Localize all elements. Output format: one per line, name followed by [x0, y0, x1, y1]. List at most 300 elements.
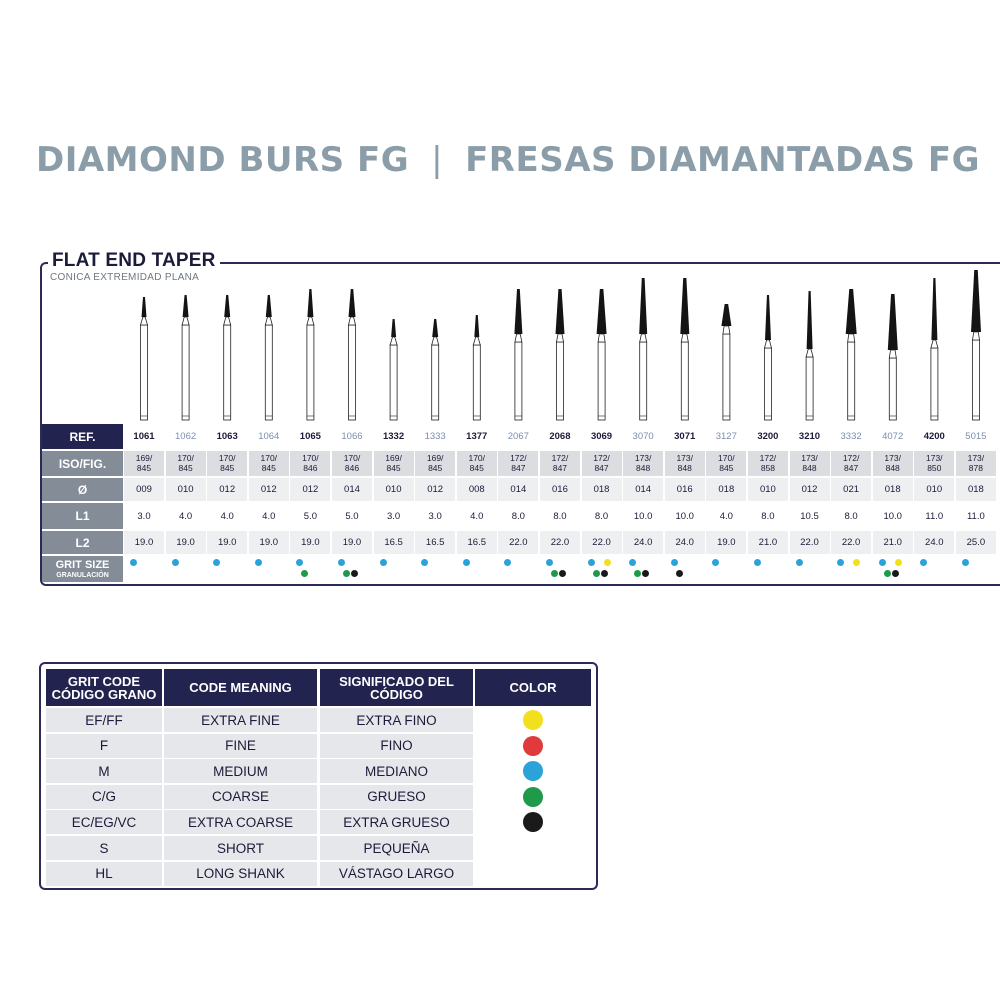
legend-code-cell: HL: [46, 862, 162, 886]
l2-row: [124, 531, 1000, 554]
iso-cell: [831, 451, 871, 476]
legend-header-significado: [320, 669, 473, 706]
l2-cell: 24.0: [914, 531, 954, 554]
bur-drawing: [721, 304, 731, 420]
grit-dot-m: [712, 559, 719, 566]
section-title: FLAT END TAPER: [48, 250, 220, 272]
l2-cell: 24.0: [665, 531, 705, 554]
bur-drawing: [514, 289, 522, 420]
bur-neck: [307, 317, 314, 325]
bur-diamond-head: [721, 304, 731, 326]
l2-cell: 22.0: [582, 531, 622, 554]
grit-cell: [706, 556, 746, 582]
iso-line-2: 848: [636, 463, 651, 473]
grit-dot-m: [213, 559, 220, 566]
page-title: [36, 140, 980, 182]
grit-dot-ec: [676, 570, 683, 577]
grit-dot-m: [421, 559, 428, 566]
iso-line-2: 848: [802, 463, 817, 473]
iso-line-2: 845: [220, 463, 235, 473]
bur-neck: [473, 337, 480, 345]
bur-drawing: [680, 278, 689, 420]
l2-cell: 24.0: [623, 531, 663, 554]
bur-shank: [806, 357, 813, 420]
bur-shank: [432, 345, 439, 420]
row-label-l2: L2: [42, 531, 123, 554]
row-label-ref: REF.: [42, 424, 123, 449]
diameter-cell: 016: [665, 478, 705, 501]
bur-shank: [973, 340, 980, 420]
bur-neck: [681, 334, 688, 342]
bur-neck: [390, 337, 397, 345]
l1-cell: 10.5: [800, 511, 819, 522]
bur-neck: [349, 317, 356, 325]
bur-diamond-head: [639, 278, 647, 334]
grit-cell: [831, 556, 871, 582]
grit-dot-m: [463, 559, 470, 566]
bur-drawing: [846, 289, 857, 420]
grit-dot-c: [343, 570, 350, 577]
bur-neck: [640, 334, 647, 342]
bur-diamond-head: [971, 270, 981, 332]
legend-meaning-cell: EXTRA COARSE: [164, 810, 317, 834]
ref-cell: 3071: [674, 431, 696, 442]
ref-cell: 3127: [715, 431, 737, 442]
l1-cell: 3.0: [428, 511, 442, 522]
l1-cell: 8.0: [553, 511, 567, 522]
iso-line-2: 848: [677, 463, 692, 473]
iso-line-1: 172/: [551, 453, 569, 463]
diameter-cell: 012: [790, 478, 830, 501]
iso-line-2: 846: [303, 463, 318, 473]
grit-cell: [332, 556, 372, 582]
grit-dot-m: [380, 559, 387, 566]
l1-cell: 3.0: [386, 511, 401, 522]
grit-cell: [415, 556, 455, 582]
bur-shank: [265, 325, 272, 420]
bur-diamond-head: [474, 315, 479, 337]
bur-neck: [141, 317, 148, 325]
grit-cell: [249, 556, 289, 582]
iso-line-1: 170/: [468, 453, 486, 463]
iso-cell: [498, 451, 538, 476]
legend-significado-cell: GRUESO: [320, 785, 473, 809]
grit-dot-m: [255, 559, 262, 566]
row-label-grit: [42, 556, 123, 582]
bur-shank: [848, 342, 855, 420]
l1-cell: 8.0: [761, 511, 775, 522]
ref-cell: 1065: [299, 431, 321, 442]
grit-dot-c: [301, 570, 308, 577]
iso-cell: [457, 451, 497, 476]
bur-shank: [349, 325, 356, 420]
iso-cell: [623, 451, 663, 476]
iso-line-1: 173/: [676, 453, 693, 463]
l2-cell: 22.0: [498, 531, 538, 554]
iso-line-2: 878: [968, 463, 983, 473]
grit-dot-m: [130, 559, 137, 566]
row-label-l1: L1: [42, 503, 123, 529]
legend-significado-cell: MEDIANO: [320, 759, 473, 783]
ref-cell: 1332: [382, 431, 405, 442]
grit-cell: [124, 556, 164, 582]
grit-cell: [290, 556, 330, 582]
bur-diamond-head: [224, 295, 230, 317]
diameter-cell: 014: [332, 478, 372, 501]
bur-neck: [598, 334, 605, 342]
grit-dot-c: [884, 570, 891, 577]
legend-meaning-cell: SHORT: [164, 836, 317, 860]
bur-drawing: [349, 289, 356, 420]
iso-cell: [290, 451, 330, 476]
ref-cell: 1063: [216, 431, 238, 442]
grit-dot-m: [754, 559, 761, 566]
ref-cell: 3069: [590, 431, 613, 442]
title-separator: |: [431, 140, 444, 180]
grit-dot-m: [879, 559, 886, 566]
bur-neck: [224, 317, 231, 325]
l2-cell: 19.0: [290, 531, 330, 554]
grit-dot-ef: [853, 559, 860, 566]
iso-cell: [873, 451, 913, 476]
bur-shank: [307, 325, 314, 420]
bur-drawing: [888, 294, 898, 420]
iso-line-1: 169/: [426, 453, 444, 463]
iso-line-2: 848: [885, 463, 900, 473]
iso-cell: [956, 451, 996, 476]
bur-shank: [473, 345, 480, 420]
l1-cell: 3.0: [137, 511, 151, 522]
grit-dot-m: [504, 559, 511, 566]
bur-drawing: [556, 289, 565, 420]
bur-shank: [182, 325, 189, 420]
iso-cell: [415, 451, 455, 476]
l2-cell: 16.5: [374, 531, 414, 554]
legend-header-meaning-text: CODE MEANING: [189, 680, 292, 695]
grit-dot-m: [546, 559, 553, 566]
l2-cell: 19.0: [249, 531, 289, 554]
bur-neck: [182, 317, 189, 325]
iso-line-1: 173/: [884, 453, 901, 463]
l1-cell: 10.0: [675, 511, 694, 522]
iso-cell: [332, 451, 372, 476]
diameter-cell: 008: [457, 478, 497, 501]
diameter-cell: 012: [249, 478, 289, 501]
legend-header-significado-text: SIGNIFICADO DEL CÓDIGO: [339, 673, 454, 702]
grit-cell: [207, 556, 247, 582]
grit-cell: [582, 556, 622, 582]
bur-drawing: [390, 319, 397, 420]
bur-neck: [889, 350, 896, 358]
grit-cell: [540, 556, 580, 582]
bur-diamond-head: [556, 289, 565, 334]
bur-drawing: [473, 315, 480, 420]
ref-cell: 3200: [757, 431, 779, 442]
iso-cell: [124, 451, 164, 476]
legend-header-color-text: COLOR: [509, 680, 557, 695]
bur-diamond-head: [765, 295, 771, 340]
iso-line-2: 847: [844, 463, 859, 473]
grit-dot-c: [551, 570, 558, 577]
bur-drawing: [806, 291, 813, 420]
bur-shank: [515, 342, 522, 420]
ref-cell: 1066: [341, 431, 363, 442]
legend-significado-cell: EXTRA FINO: [320, 708, 473, 732]
diameter-cell: 010: [748, 478, 788, 501]
bur-shank: [723, 334, 730, 420]
title-english: DIAMOND BURS FG: [36, 140, 410, 180]
legend-header-meaning: [164, 669, 317, 706]
l1-cell: 4.0: [719, 511, 733, 522]
legend-significado-cell: FINO: [320, 734, 473, 758]
iso-row: [124, 451, 1000, 476]
diameter-cell: 010: [166, 478, 206, 501]
grit-cell: [873, 556, 913, 582]
legend-significado-cell: EXTRA GRUESO: [320, 810, 473, 834]
bur-neck: [931, 340, 938, 348]
bur-drawing: [639, 278, 647, 420]
ref-cell: 3332: [840, 431, 862, 442]
bur-neck: [265, 317, 272, 325]
l2-cell: 19.0: [207, 531, 247, 554]
l1-cell: 10.0: [633, 511, 653, 522]
ref-cell: 4072: [882, 431, 904, 442]
iso-cell: [748, 451, 788, 476]
grit-dot-m: [629, 559, 636, 566]
grit-cell: [790, 556, 830, 582]
grit-row: [124, 556, 1000, 582]
iso-line-2: 850: [927, 463, 942, 473]
ref-cell: 5015: [965, 431, 987, 442]
iso-line-1: 172/: [593, 453, 610, 463]
iso-line-2: 845: [136, 463, 152, 473]
section-subtitle: CONICA EXTREMIDAD PLANA: [50, 272, 200, 283]
bur-diamond-head: [432, 319, 438, 337]
bur-shank: [557, 342, 564, 420]
legend-color-dot: [523, 787, 543, 807]
ref-cell: 1061: [133, 431, 155, 442]
bur-neck: [848, 334, 855, 342]
grit-cell: [665, 556, 705, 582]
bur-diamond-head: [597, 289, 607, 334]
l1-cell: 11.0: [966, 511, 985, 522]
bur-shank: [681, 342, 688, 420]
grit-cell: [748, 556, 788, 582]
iso-line-2: 845: [386, 463, 401, 473]
iso-line-1: 173/: [926, 453, 943, 463]
iso-line-1: 170/: [260, 453, 278, 463]
l1-cell: 5.0: [303, 511, 317, 522]
legend-color-dot: [523, 710, 543, 730]
l1-cell: 8.0: [594, 511, 609, 522]
iso-cell: [374, 451, 414, 476]
bur-diamond-head: [391, 319, 396, 337]
iso-line-2: 858: [760, 463, 775, 473]
bur-shank: [598, 342, 605, 420]
bur-drawing: [931, 278, 938, 420]
iso-cell: [540, 451, 580, 476]
l1-cell: 4.0: [178, 511, 193, 522]
grit-dot-m: [172, 559, 179, 566]
grit-dot-m: [962, 559, 969, 566]
l2-cell: 21.0: [873, 531, 913, 554]
l2-cell: 22.0: [790, 531, 830, 554]
legend-code-cell: EF/FF: [46, 708, 162, 732]
iso-cell: [249, 451, 289, 476]
bur-diamond-head: [142, 297, 147, 317]
legend-code-cell: C/G: [46, 785, 162, 809]
iso-line-1: 170/: [718, 453, 735, 463]
iso-line-2: 847: [552, 463, 568, 473]
bur-shank: [224, 325, 231, 420]
bur-neck: [973, 332, 980, 340]
diameter-cell: 012: [415, 478, 455, 501]
l1-row: [124, 503, 1000, 529]
iso-cell: [790, 451, 830, 476]
iso-line-1: 173/: [801, 453, 818, 463]
ref-cell: 2068: [549, 431, 571, 442]
grit-label: GRIT SIZE: [55, 558, 110, 571]
iso-line-1: 169/: [135, 453, 153, 463]
bur-shank: [390, 345, 397, 420]
l2-cell: 21.0: [748, 531, 788, 554]
bur-illustrations: [124, 276, 1000, 424]
legend-code-cell: M: [46, 759, 162, 783]
l1-cell: 8.0: [844, 511, 858, 522]
row-label-diameter: Ø: [42, 478, 123, 501]
iso-line-1: 173/: [967, 453, 985, 463]
iso-line-1: 172/: [759, 453, 777, 463]
grit-cell: [166, 556, 206, 582]
diameter-cell: 012: [207, 478, 247, 501]
bur-neck: [515, 334, 522, 342]
iso-cell: [207, 451, 247, 476]
grit-cell: [914, 556, 954, 582]
grit-dot-ec: [351, 570, 358, 577]
iso-line-1: 172/: [842, 453, 860, 463]
grit-dot-ec: [559, 570, 566, 577]
iso-line-2: 846: [344, 463, 360, 473]
diameter-cell: 014: [498, 478, 538, 501]
title-spanish: FRESAS DIAMANTADAS FG: [465, 140, 980, 180]
legend-meaning-cell: MEDIUM: [164, 759, 317, 783]
grit-sublabel: GRANULACIÓN: [56, 571, 109, 579]
l2-cell: 19.0: [166, 531, 206, 554]
grit-dot-m: [296, 559, 303, 566]
bur-diamond-head: [307, 289, 313, 317]
iso-line-2: 847: [594, 463, 609, 473]
legend-header-color: [475, 669, 591, 706]
bur-diamond-head: [931, 278, 937, 340]
l1-cell: 11.0: [925, 511, 944, 522]
grit-dot-m: [588, 559, 595, 566]
grit-dot-m: [338, 559, 345, 566]
ref-cell: 4200: [923, 431, 945, 442]
grit-dot-ec: [892, 570, 899, 577]
legend-header-code-text: GRIT CODE CÓDIGO GRANO: [51, 673, 157, 702]
diameter-cell: 014: [623, 478, 663, 501]
legend-significado-cell: PEQUEÑA: [320, 836, 473, 860]
l1-cell: 8.0: [511, 511, 525, 522]
iso-cell: [914, 451, 954, 476]
bur-diamond-head: [266, 295, 272, 317]
l1-cell: 4.0: [262, 511, 276, 522]
legend-code-cell: S: [46, 836, 162, 860]
iso-line-1: 170/: [218, 453, 236, 463]
l2-cell: 22.0: [540, 531, 580, 554]
ref-cell: 1377: [466, 431, 488, 442]
iso-line-2: 845: [178, 463, 193, 473]
iso-cell: [166, 451, 206, 476]
grit-dot-m: [796, 559, 803, 566]
grit-dot-m: [671, 559, 678, 566]
bur-drawing: [971, 270, 981, 420]
iso-line-1: 169/: [385, 453, 402, 463]
iso-line-2: 845: [719, 463, 734, 473]
diameter-cell: 010: [914, 478, 954, 501]
diameter-cell: 018: [956, 478, 996, 501]
grit-cell: [498, 556, 538, 582]
grit-dot-ef: [604, 559, 611, 566]
legend-color-dot: [523, 736, 543, 756]
l2-cell: 19.0: [124, 531, 164, 554]
bur-drawing: [432, 319, 439, 420]
diameter-cell: 021: [831, 478, 871, 501]
l2-cell: 16.5: [457, 531, 497, 554]
ref-cell: 2067: [507, 431, 529, 442]
l1-cell: 4.0: [470, 511, 484, 522]
diameter-cell: 016: [540, 478, 580, 501]
grit-cell: [457, 556, 497, 582]
grit-cell: [374, 556, 414, 582]
l1-cell: 5.0: [345, 511, 359, 522]
grit-dot-m: [837, 559, 844, 566]
bur-diamond-head: [680, 278, 689, 334]
ref-row: [124, 424, 1000, 449]
diameter-cell: 009: [124, 478, 164, 501]
diameter-cell: 018: [873, 478, 913, 501]
bur-drawing: [182, 295, 189, 420]
legend-code-cell: EC/EG/VC: [46, 810, 162, 834]
ref-cell: 1062: [175, 431, 197, 442]
legend-meaning-cell: LONG SHANK: [164, 862, 317, 886]
bur-diamond-head: [807, 291, 813, 349]
diameter-cell: 018: [582, 478, 622, 501]
l2-cell: 25.0: [956, 531, 996, 554]
bur-drawing: [141, 297, 148, 420]
bur-shank: [931, 348, 938, 420]
iso-line-2: 845: [261, 463, 276, 473]
bur-neck: [432, 337, 439, 345]
bur-diamond-head: [349, 289, 356, 317]
l2-cell: 22.0: [831, 531, 871, 554]
iso-line-2: 845: [428, 463, 443, 473]
legend-meaning-cell: COARSE: [164, 785, 317, 809]
legend-meaning-cell: EXTRA FINE: [164, 708, 317, 732]
bur-drawing: [597, 289, 607, 420]
grit-dot-c: [593, 570, 600, 577]
bur-drawing: [265, 295, 272, 420]
bur-neck: [557, 334, 564, 342]
l1-cell: 10.0: [883, 511, 902, 522]
legend-header-code: [46, 669, 162, 706]
bur-neck: [723, 326, 730, 334]
legend-code-cell: F: [46, 734, 162, 758]
ref-cell: 1333: [424, 431, 446, 442]
bur-shank: [640, 342, 647, 420]
bur-shank: [889, 358, 896, 420]
bur-diamond-head: [846, 289, 857, 334]
